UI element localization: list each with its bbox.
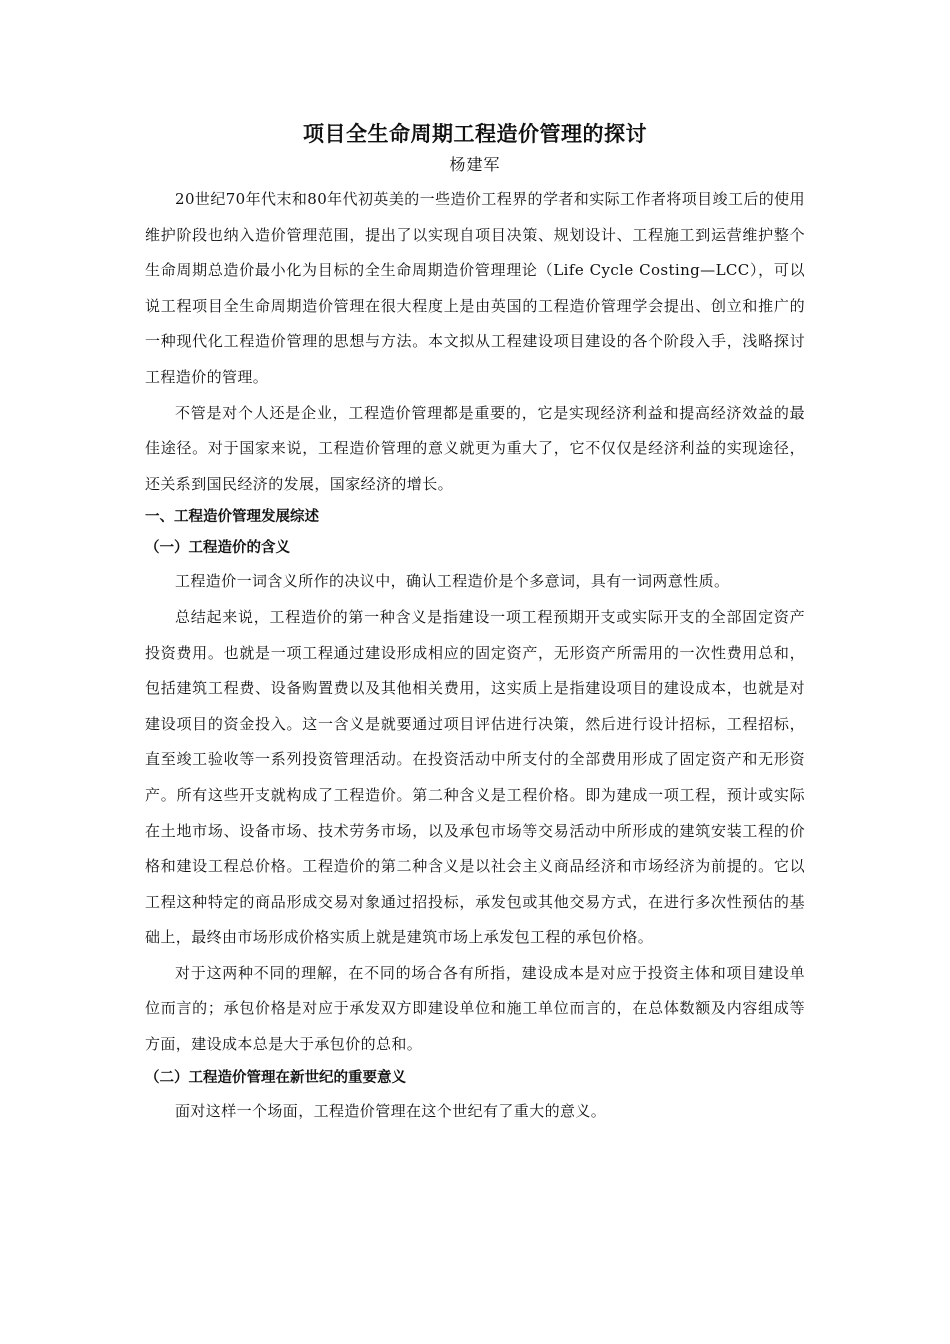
body-paragraph: 工程造价一词含义所作的决议中，确认工程造价是个多意词，具有一词两意性质。 — [175, 572, 730, 591]
subsection-heading: （二）工程造价管理在新世纪的重要意义 — [145, 1069, 406, 1086]
document-author: 杨建军 — [449, 155, 501, 174]
section-heading: 一、工程造价管理发展综述 — [145, 509, 319, 526]
body-paragraph: 20世纪70年代末和80年代初英美的一些造价工程界的学者和实际工作者将项目竣工后的使用维护阶段也纳入造价管理范围，提出了以实现自项目决策、规划设计、工程施工到运营维护整个生命周期总造价最小化为目标的全生命周期造价管理理论（Life Cycle Costing—LCC），可以说工程项目全生命周期造价管理在很大程度上是由英国的工程造价管理学会提出、创立和推广的一种现代化工程造价管理的思想与方法。本文拟从工程建设项目建设的各个阶段入手，浅略探讨工程造价的管理。 — [145, 190, 805, 386]
body-paragraph: 对于这两种不同的理解，在不同的场合各有所指，建设成本是对应于投资主体和项目建设单位而言的；承包价格是对应于承发双方即建设单位和施工单位而言的，在总体数额及内容组成等方面，建设成本总是大于承包价的总和。 — [145, 963, 805, 1054]
body-paragraph: 不管是对个人还是企业，工程造价管理都是重要的，它是实现经济利益和提高经济效益的最佳途径。对于国家来说，工程造价管理的意义就更为重大了，它不仅仅是经济利益的实现途径，还关系到国民经济的发展，国家经济的增长。 — [145, 403, 805, 493]
subsection-heading: （一）工程造价的含义 — [145, 540, 290, 557]
body-paragraph: 总结起来说，工程造价的第一种含义是指建设一项工程预期开支或实际开支的全部固定资产投资费用。也就是一项工程通过建设形成相应的固定资产，无形资产所需用的一次性费用总和，包括建筑工程费、设备购置费以及其他相关费用，这实质上是指建设项目的建设成本，也就是对建设项目的资金投入。这一含义是就要通过项目评估进行决策，然后进行设计招标，工程招标，直至竣工验收等一系列投资管理活动。在投资活动中所支付的全部费用形成了固定资产和无形资产。所有这些开支就构成了工程造价。第二种含义是工程价格。即为建成一项工程，预计或实际在土地市场、设备市场、技术劳务市场，以及承包市场等交易活动中所形成的建筑安装工程的价格和建设工程总价格。工程造价的第二种含义是以社会主义商品经济和市场经济为前提的。它以工程这种特定的商品形成交易对象通过招投标，承发包或其他交易方式，在进行多次性预估的基础上，最终由市场形成价格实质上就是建筑市场上承发包工程的承包价格。 — [145, 607, 805, 947]
document-page — [145, 118, 805, 1129]
document-title: 项目全生命周期工程造价管理的探讨 — [303, 122, 647, 146]
body-paragraph: 面对这样一个场面，工程造价管理在这个世纪有了重大的意义。 — [175, 1101, 607, 1120]
